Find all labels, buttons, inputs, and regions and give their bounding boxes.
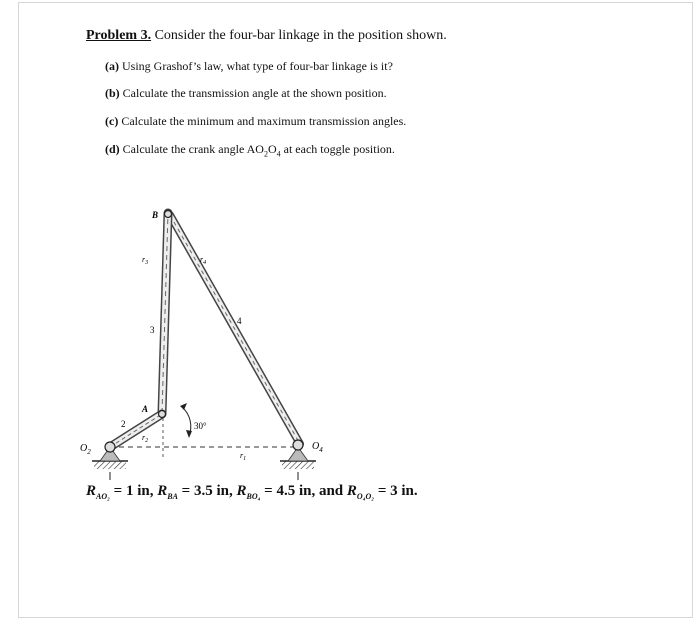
- angle-arrowhead: [186, 430, 192, 438]
- formula-sub-ao2: AO₂: [96, 492, 110, 501]
- label-angle: 30°: [194, 421, 207, 431]
- formula-r2: R: [157, 483, 168, 499]
- label-r4: $r_4$: [200, 255, 207, 266]
- problem-intro: Consider the four-bar linkage in the position shown.: [151, 28, 447, 43]
- link-2-crank: [110, 414, 162, 447]
- label-b: B: [152, 210, 159, 220]
- formula-value-4: = 3 in.: [374, 483, 418, 499]
- label-r2: $r_2$: [142, 433, 149, 444]
- formula-r4: R: [346, 483, 357, 499]
- problem-label: Problem 3.: [86, 28, 152, 43]
- question-d-pre: Calculate the crank angle AO: [119, 142, 264, 156]
- question-a-tag: (a): [105, 59, 119, 73]
- label-link-3: 3: [150, 325, 155, 335]
- question-d-mid: O: [267, 142, 277, 156]
- pin-o4: [293, 440, 303, 450]
- link-3-coupler: [162, 213, 168, 413]
- formula-r1: R: [86, 483, 97, 499]
- formula-value-1: = 1 in,: [109, 483, 158, 499]
- label-o2: $O_2$: [80, 443, 91, 456]
- label-o4: $O_4$: [312, 441, 323, 454]
- label-link-4: 4: [237, 316, 242, 326]
- question-d-sub1: 2: [263, 149, 268, 159]
- question-d-tag: (d): [105, 142, 120, 156]
- label-link-2: 2: [121, 419, 126, 429]
- formula-sub-bo4: BO₄: [246, 492, 261, 501]
- question-d-post: at each toggle position.: [280, 142, 395, 156]
- formula-sub-o4o2: O₄O₂: [356, 492, 375, 501]
- pin-a: [159, 411, 166, 418]
- formula-value-2: = 3.5 in,: [177, 483, 237, 499]
- angle-arrowtail: [180, 403, 187, 410]
- label-r1: $r_1$: [240, 451, 247, 462]
- question-b-text: Calculate the transmission angle at the shown position.: [119, 86, 387, 100]
- question-a-text: Using Grashof’s law, what type of four-bar linkage is it?: [119, 59, 393, 73]
- question-c-tag: (c): [105, 114, 119, 128]
- question-d-sub2: 4: [276, 149, 281, 159]
- label-a: A: [142, 404, 149, 414]
- formula-sub-ba: BA: [167, 492, 178, 501]
- pin-b: [165, 211, 172, 218]
- formula-value-3: = 4.5 in, and: [260, 483, 347, 499]
- question-c-text: Calculate the minimum and maximum transmission angles.: [118, 114, 407, 128]
- question-b-tag: (b): [105, 86, 120, 100]
- given-dimensions: [86, 483, 418, 501]
- label-r3: $r_3$: [142, 255, 149, 266]
- link-4-rocker: [170, 215, 300, 444]
- pin-o2: [105, 442, 115, 452]
- formula-r3: R: [236, 483, 247, 499]
